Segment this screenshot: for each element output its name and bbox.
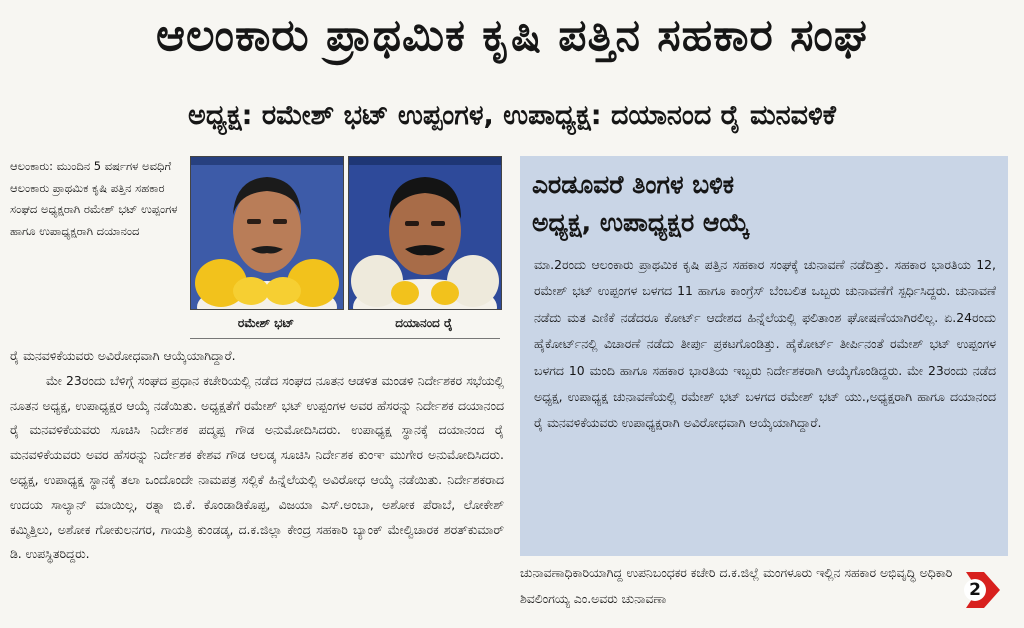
sidebar-box-title-line: ಎರಡೂವರೆ ತಿಂಗಳ ಬಳಿಕ [532,170,735,199]
continuation-text: ಚುನಾವಣಾಧಿಕಾರಿಯಾಗಿದ್ದ ಉಪನಿಬಂಧಕರ ಕಚೇರಿ ದ.ಕ.ಜಿಲ್ಲೆ ಮಂಗಳೂರು ಇಲ್ಲಿನ ಸಹಕಾರ ಅಭಿವೃದ್ಧಿ ಅಧಿಕಾರಿ ಶಿವಲಿಂಗಯ್ಯ ಎಂ.ಅವರು ಚುನಾವಣಾ [520,565,953,606]
caption-divider [190,338,500,339]
sidebar-box-title-line: ಅಧ್ಯಕ್ಷ, ಉಪಾಧ್ಯಕ್ಷರ ಆಯ್ಕೆ [532,208,750,237]
article-paragraph: ಮೇ 23ರಂದು ಬೆಳಿಗ್ಗೆ ಸಂಘದ ಪ್ರಧಾನ ಕಚೇರಿಯಲ್ಲಿ ನಡೆದ ಸಂಘದ ನೂತನ ಆಡಳಿತ ಮಂಡಳಿ ನಿರ್ದೇಶಕರ ಸಭೆಯಲ್ಲಿ ನೂತನ ಅಧ್ಯಕ್ಷ, ಉಪಾಧ್ಯಕ್ಷರ ಆಯ್ಕೆ ನಡೆಯಿತು. ಅಧ್ಯಕ್ಷತೆಗೆ ರಮೇಶ್ ಭಟ್ ಉಪ್ಪಂಗಳ ಅವರ ಹೆಸರನ್ನು ನಿರ್ದೇಶಕ ದಯಾನಂದ ರೈ ಮನವಳಿಕೆಯವರು ಸೂಚಿಸಿ ನಿರ್ದೇಶಕ ಪದ್ಮಪ್ಪ ಗೌಡ ಅನುಮೋದಿಸಿದರು. ಉಪಾಧ್ಯಕ್ಷ ಸ್ಥಾನಕ್ಕೆ ದಯಾನಂದ ರೈ ಮನವಳಿಕೆಯವರು ಅವರ ಹೆಸರನ್ನು ನಿರ್ದೇಶಕ ಕೇಶವ ಗೌಡ ಆಲಡ್ಕ ಸೂಚಿಸಿ ನಿರ್ದೇಶಕ ಕುಂಞ ಮುಗೇರ ಅನುಮೋದಿಸಿದರು. ಅಧ್ಯಕ್ಷ, ಉಪಾಧ್ಯಕ್ಷ ಸ್ಥಾನಕ್ಕೆ ತಲಾ ಒಂದೊಂದೇ ನಾಮಪತ್ರ ಸಲ್ಲಿಕೆ ಹಿನ್ನೆಲೆಯಲ್ಲಿ ಅವಿರೋಧ ಆಯ್ಕೆ ನಡೆಯಿತು. ನಿರ್ದೇಶಕರಾದ ಉದಯ ಸಾಲ್ಯಾನ್ ಮಾಯಿಲ್ಗ, ರತ್ನಾ ಬಿ.ಕೆ. ಕೊಂಡಾಡಿಕೊಪ್ಪ, ವಿಜಯಾ ಎಸ್.ಅಂಬಾ, ಅಶೋಕ ಪೆರಾಬೆ, ಲೋಕೇಶ್ ಕಮ್ಮಿತ್ತಿಲು, ಅಶೋಕ ಗೋಕುಲನಗರ, ಗಾಯತ್ರಿ ಕುಂಡಡ್ಕ, ದ.ಕ.ಜಿಲ್ಲಾ ಕೇಂದ್ರ ಸಹಕಾರಿ ಬ್ಯಾಂಕ್ ಮೇಲ್ವಿಚಾರಕ ಶರತ್‌ಕುಮಾರ್ ಡಿ. ಉಪಸ್ಥಿತರಿದ್ದರು. [10,372,504,562]
sidebar-box [520,156,1008,556]
continued-page-number: 2 [969,580,981,600]
vice-president-photo [348,156,502,310]
continued-page-badge [962,568,1002,612]
subheadline: ಅಧ್ಯಕ್ಷ: ರಮೇಶ್ ಭಟ್ ಉಪ್ಪಂಗಳ, ಉಪಾಧ್ಯಕ್ಷ: ದಯಾನಂದ ರೈ ಮನವಳಿಕೆ [188,100,836,131]
article-body [10,344,504,620]
sidebar-box-title [532,166,998,242]
sidebar-box-text: ಮಾ.2ರಂದು ಆಲಂಕಾರು ಪ್ರಾಥಮಿಕ ಕೃಷಿ ಪತ್ತಿನ ಸಹಕಾರ ಸಂಘಕ್ಕೆ ಚುನಾವಣೆ ನಡೆದಿತ್ತು. ಸಹಕಾರ ಭಾರತಿಯ 12, ರಮೇಶ್ ಭಟ್ ಉಪ್ಪಂಗಳ ಬಳಗದ 11 ಹಾಗೂ ಕಾಂಗ್ರೆಸ್ ಬೆಂಬಲಿತ ಒಬ್ಬರು ಚುನಾವಣೆಗೆ ಸ್ಪರ್ಧಿಸಿದ್ದರು. ಚುನಾವಣೆ ನಡೆದು ಮತ ಎಣಿಕೆ ನಡೆದರೂ ಕೋರ್ಟ್ ಆದೇಶದ ಹಿನ್ನೆಲೆಯಲ್ಲಿ ಫಲಿತಾಂಶ ಘೋಷಣೆಯಾಗಿರಲಿಲ್ಲ. ಏ.24ರಂದು ಹೈಕೋರ್ಟ್‌ನಲ್ಲಿ ವಿಚಾರಣೆ ನಡೆದು ತೀರ್ಪು ಪ್ರಕಟಗೊಂಡಿತ್ತು. ಹೈಕೋರ್ಟ್ ತೀರ್ಪಿನಂತೆ ರಮೇಶ್ ಭಟ್ ಉಪ್ಪಂಗಳ ಬಳಗದ 10 ಮಂದಿ ಹಾಗೂ ಸಹಕಾರ ಭಾರತಿಯ ಇಬ್ಬರು ನಿರ್ದೇಶಕರಾಗಿ ಆಯ್ಕೆಗೊಂಡಿದ್ದರು. ಮೇ 23ರಂದು ನಡೆದ ಅಧ್ಯಕ್ಷ, ಉಪಾಧ್ಯಕ್ಷ ಚುನಾವಣೆಯಲ್ಲಿ ರಮೇಶ್ ಭಟ್ ಬಳಗದ ರಮೇಶ್ ಭಟ್ ಯು.,ಅಧ್ಯಕ್ಷರಾಗಿ ಹಾಗೂ ದಯಾನಂದ ರೈ ಮನವಳಿಕೆಯವರು ಉಪಾಧ್ಯಕ್ಷರಾಗಿ ಅವಿರೋಧವಾಗಿ ಆಯ್ಕೆಯಾಗಿದ್ದಾರೆ. [534,257,996,431]
president-caption: ರಮೇಶ್ ಭಟ್ [237,316,295,330]
headline: ಆಲಂಕಾರು ಪ್ರಾಥಮಿಕ ಕೃಷಿ ಪತ್ತಿನ ಸಹಕಾರ ಸಂಘ [156,10,868,61]
president-portrait-image [191,157,343,309]
vice-president-portrait-image [349,157,501,309]
article-intro: ಆಲಂಕಾರು: ಮುಂದಿನ 5 ವರ್ಷಗಳ ಅವಧಿಗೆ ಆಲಂಕಾರು ಪ್ರಾಥಮಿಕ ಕೃಷಿ ಪತ್ತಿನ ಸಹಕಾರ ಸಂಘದ ಅಧ್ಯಕ್ಷರಾಗಿ ರಮೇಶ್ ಭಟ್ ಉಪ್ಪಂಗಳ ಹಾಗೂ ಉಪಾಧ್ಯಕ್ಷರಾಗಿ ದಯಾನಂದ [10,159,178,238]
vice-president-caption: ದಯಾನಂದ ರೈ [395,316,453,330]
president-photo [190,156,344,310]
article-left-column [10,156,510,622]
article-paragraph: ರೈ ಮನವಳಿಕೆಯವರು ಅವಿರೋಧವಾಗಿ ಆಯ್ಕೆಯಾಗಿದ್ದಾರೆ. [10,348,236,363]
